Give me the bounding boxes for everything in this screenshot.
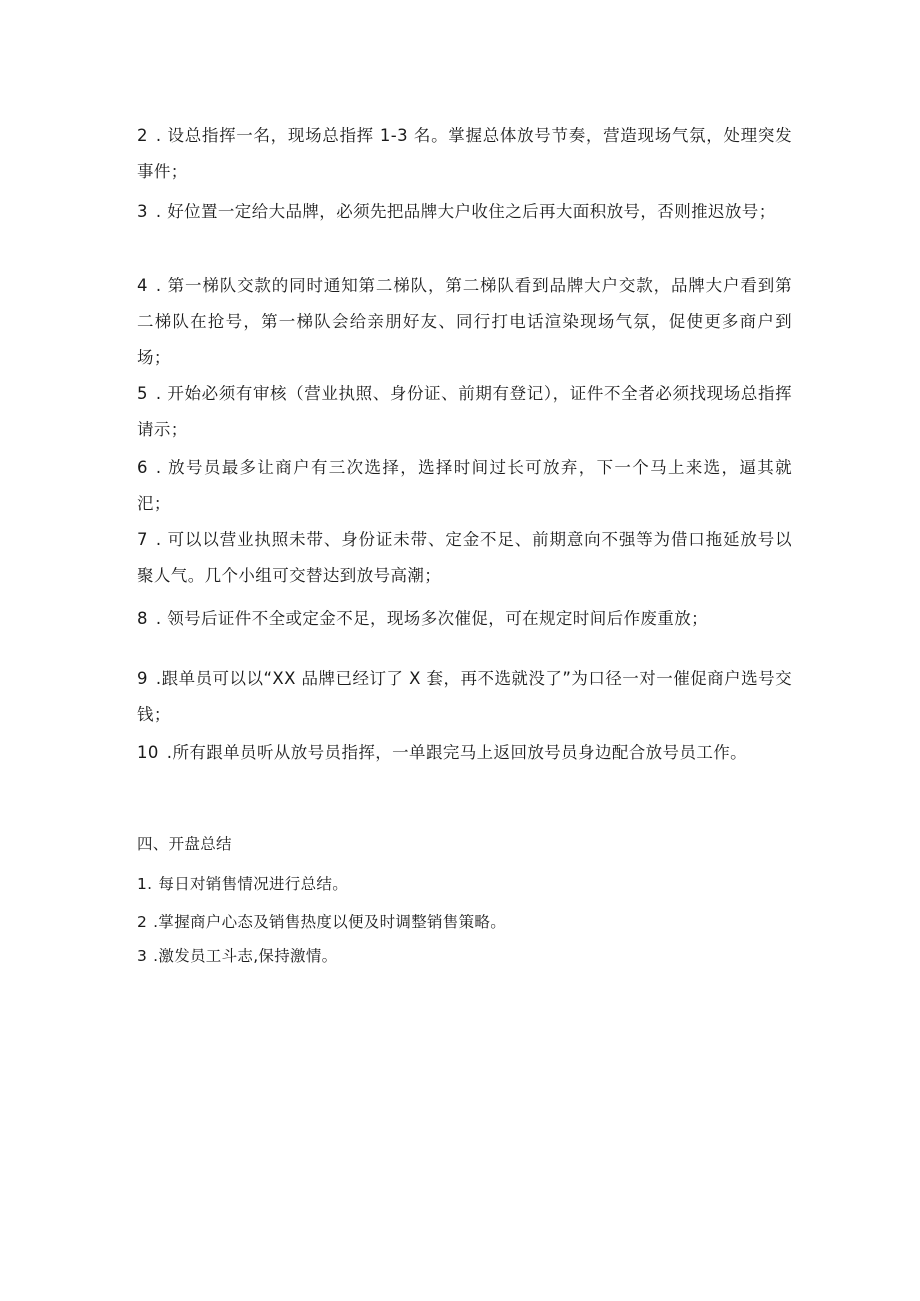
list-item-10 bbox=[137, 735, 792, 771]
item-text: .激发员工斗志,保持激情。 bbox=[153, 947, 338, 965]
list-item-5 bbox=[137, 376, 792, 448]
item-number: 2 bbox=[137, 913, 148, 931]
item-number: 9 bbox=[137, 669, 148, 688]
list-item-3 bbox=[137, 194, 792, 230]
item-number: 1. bbox=[137, 875, 153, 893]
list-item-6 bbox=[137, 450, 792, 522]
summary-item-2 bbox=[137, 904, 792, 940]
item-text: . 第一梯队交款的同时通知第二梯队，第二梯队看到品牌大户交款，品牌大户看到第二梯队在抢号，第一梯队会给亲朋好友、同行打电话渲染现场气氛，促使更多商户到场； bbox=[137, 276, 792, 367]
list-item-7 bbox=[137, 522, 792, 594]
item-text: . 可以以营业执照未带、身份证未带、定金不足、前期意向不强等为借口拖延放号以聚人气。几个小组可交替达到放号高潮； bbox=[137, 530, 792, 585]
item-number: 3 bbox=[137, 202, 148, 221]
item-text: .掌握商户心态及销售热度以便及时调整销售策略。 bbox=[153, 913, 507, 931]
item-number: 6 bbox=[137, 458, 148, 477]
item-text: . 好位置一定给大品牌，必须先把品牌大户收住之后再大面积放号，否则推迟放号； bbox=[155, 202, 776, 221]
section-heading: 四、开盘总结 bbox=[137, 835, 232, 853]
item-text: 每日对销售情况进行总结。 bbox=[158, 875, 348, 893]
list-item-9 bbox=[137, 661, 792, 733]
item-text: . 设总指挥一名，现场总指挥 1-3 名。掌握总体放号节奏，营造现场气氛，处理突发事件； bbox=[137, 126, 792, 181]
item-number: 10 bbox=[137, 743, 159, 762]
item-number: 4 bbox=[137, 276, 148, 295]
item-number: 2 bbox=[137, 126, 148, 145]
list-item-2 bbox=[137, 118, 792, 190]
item-text: .所有跟单员听从放号员指挥，一单跟完马上返回放号员身边配合放号员工作。 bbox=[166, 743, 748, 762]
item-number: 7 bbox=[137, 530, 148, 549]
item-text: . 领号后证件不全或定金不足，现场多次催促，可在规定时间后作废重放； bbox=[155, 609, 708, 628]
summary-item-1 bbox=[137, 866, 792, 902]
item-text: . 放号员最多让商户有三次选择，选择时间过长可放弃，下一个马上来选，逼其就汜； bbox=[137, 458, 792, 513]
list-item-8 bbox=[137, 601, 792, 637]
item-text: .跟单员可以以“XX 品牌已经订了 X 套，再不选就没了”为口径一对一催促商户选号交钱； bbox=[137, 669, 792, 724]
list-item-4 bbox=[137, 268, 792, 376]
item-number: 3 bbox=[137, 947, 148, 965]
item-number: 5 bbox=[137, 384, 148, 403]
summary-item-3 bbox=[137, 938, 792, 974]
item-text: . 开始必须有审核（营业执照、身份证、前期有登记），证件不全者必须找现场总指挥请示； bbox=[137, 384, 792, 439]
item-number: 8 bbox=[137, 609, 148, 628]
